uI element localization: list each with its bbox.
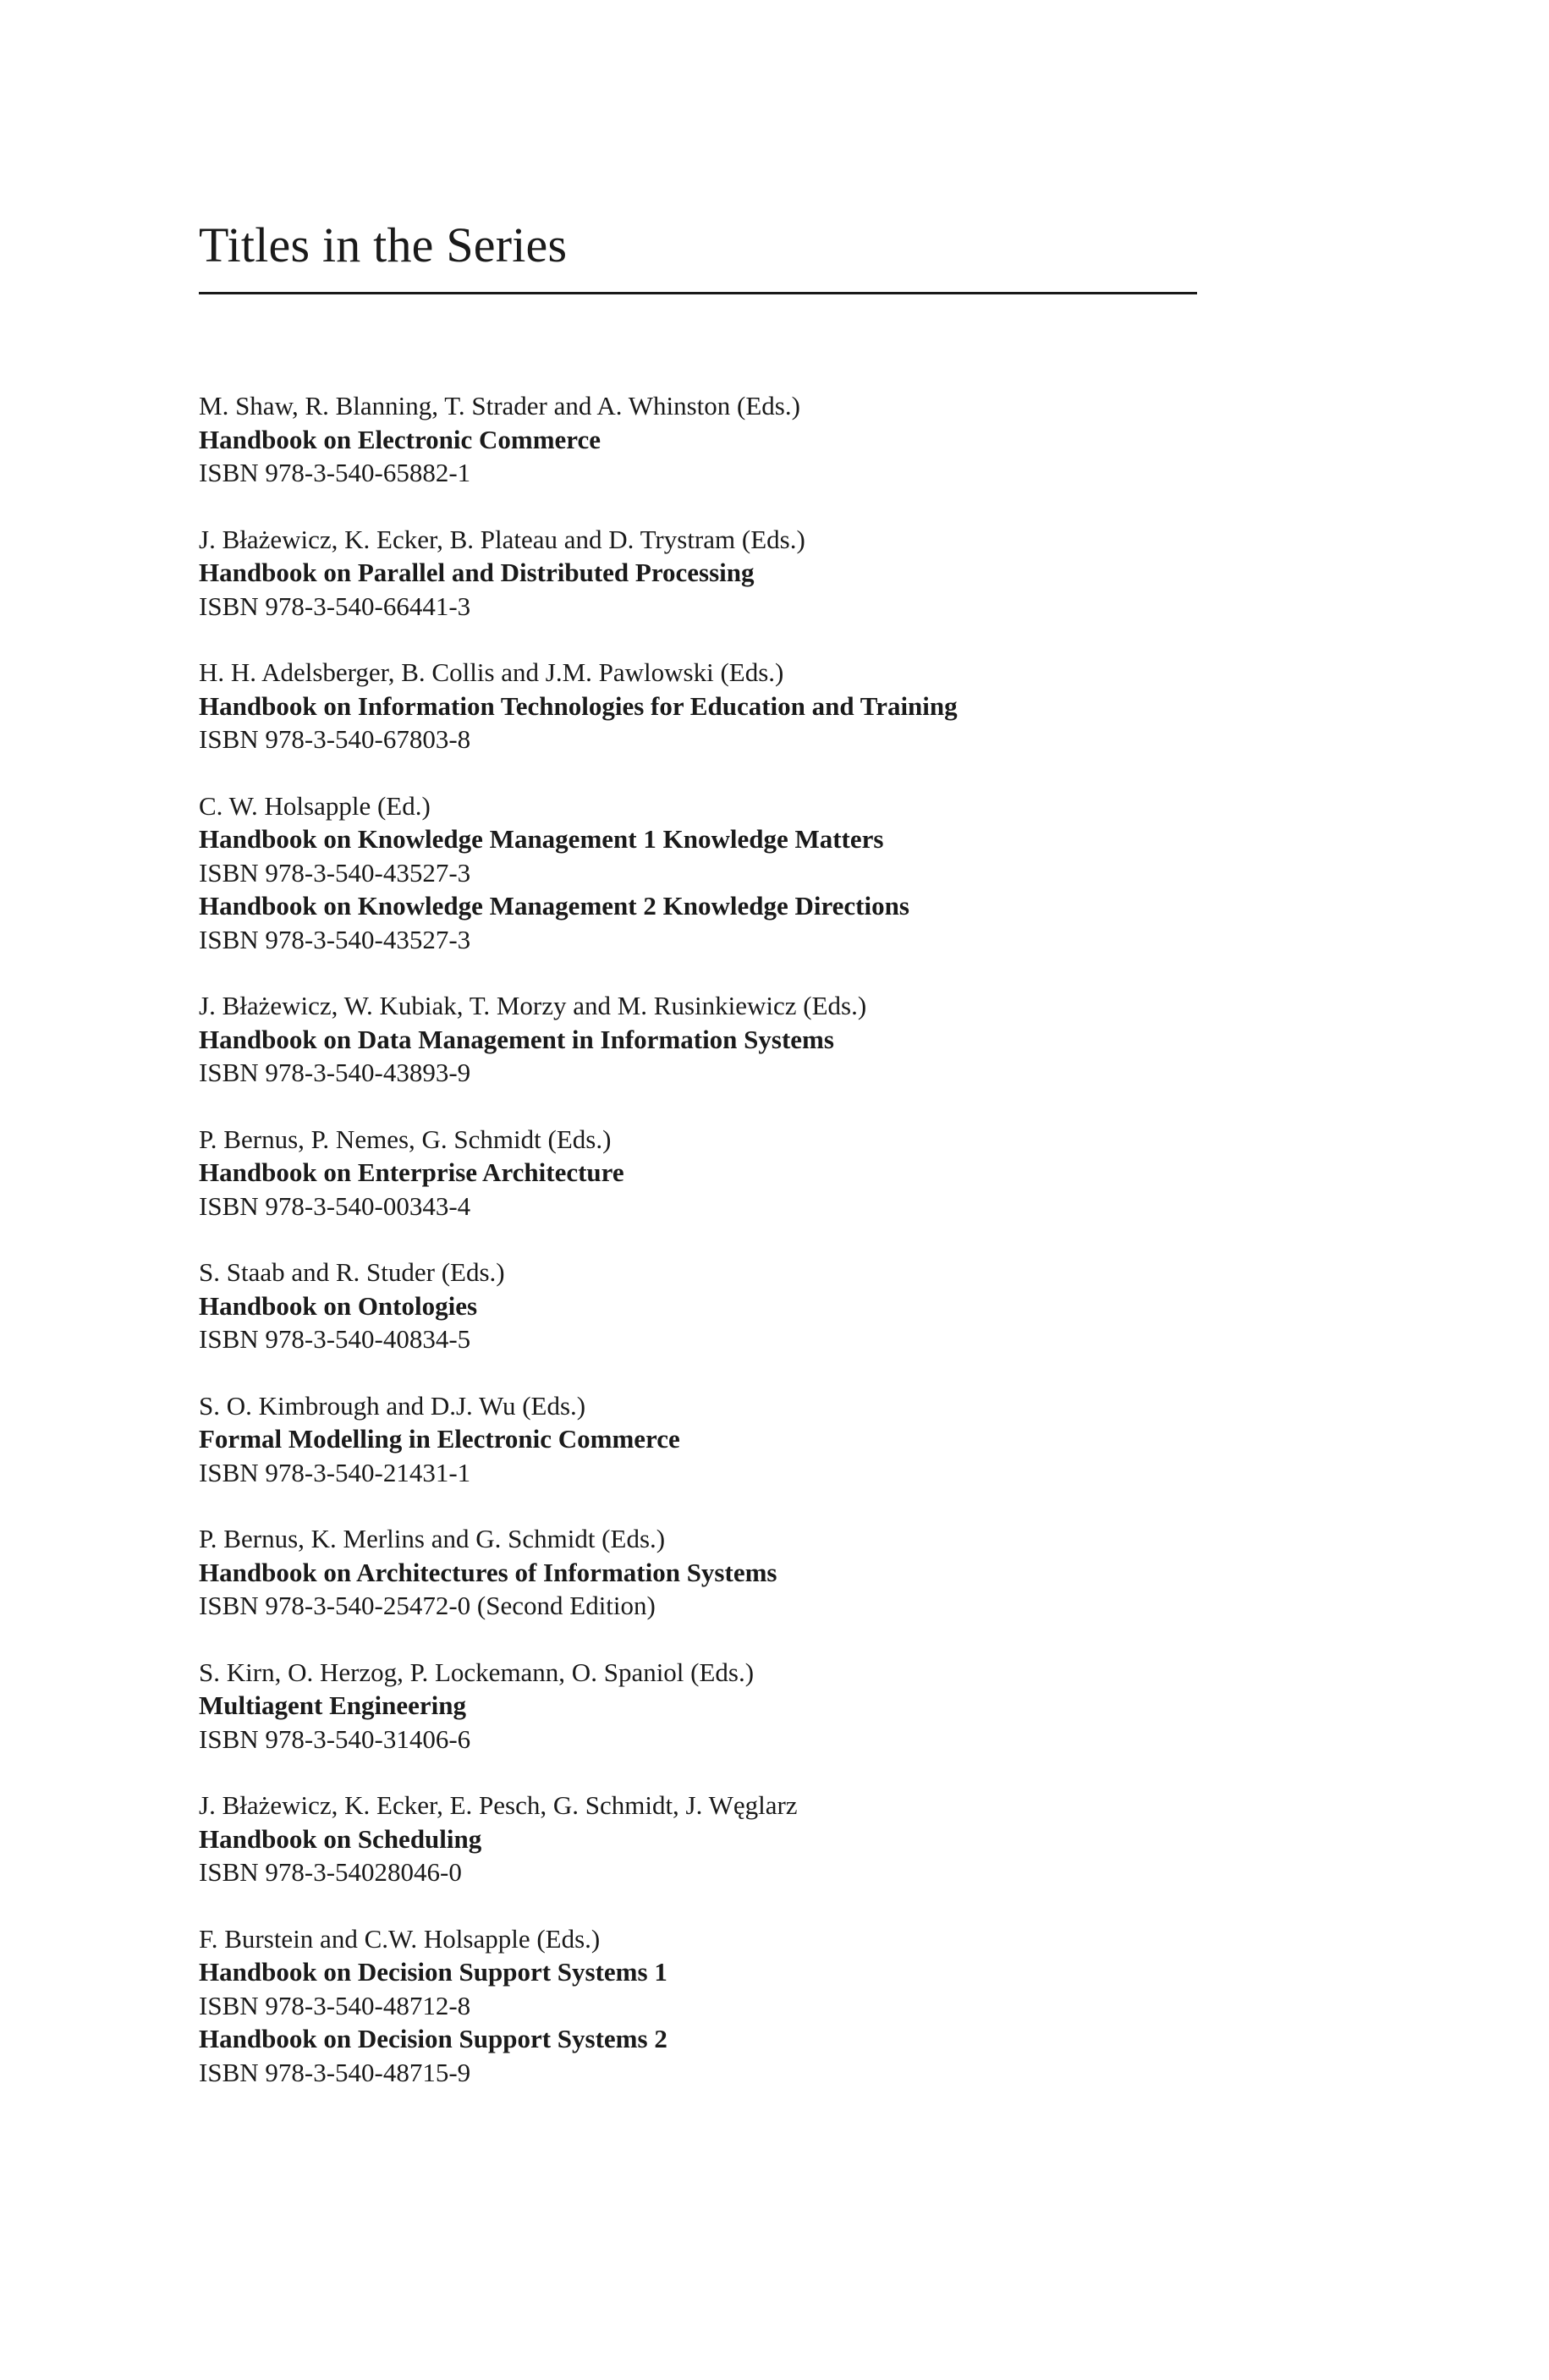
book-isbn: ISBN 978-3-540-48715-9 xyxy=(199,2057,471,2087)
series-entry xyxy=(199,1522,1197,1623)
entry-editors: P. Bernus, P. Nemes, G. Schmidt (Eds.) xyxy=(199,1124,612,1154)
book-title: Handbook on Scheduling xyxy=(199,1823,482,1854)
book-title: Handbook on Ontologies xyxy=(199,1290,478,1321)
series-entry xyxy=(199,1256,1197,1356)
entry-editors: F. Burstein and C.W. Holsapple (Eds.) xyxy=(199,1923,601,1954)
series-entry xyxy=(199,1789,1197,1889)
book-title: Handbook on Information Technologies for Education and Training xyxy=(199,690,958,721)
book-isbn: ISBN 978-3-540-00343-4 xyxy=(199,1190,471,1221)
series-entry xyxy=(199,389,1197,490)
book-isbn: ISBN 978-3-540-31406-6 xyxy=(199,1723,471,1754)
book-title: Handbook on Decision Support Systems 2 xyxy=(199,2024,667,2053)
entry-editors: S. Staab and R. Studer (Eds.) xyxy=(199,1257,505,1287)
title-rule xyxy=(199,292,1197,294)
book-isbn: ISBN 978-3-540-21431-1 xyxy=(199,1457,471,1487)
page-title: Titles in the Series xyxy=(199,217,568,272)
book-title: Formal Modelling in Electronic Commerce xyxy=(199,1424,680,1454)
series-entry xyxy=(199,656,1197,756)
book-isbn: ISBN 978-3-540-67803-8 xyxy=(199,724,471,754)
entry-editors: S. O. Kimbrough and D.J. Wu (Eds.) xyxy=(199,1390,586,1421)
book-title: Multiagent Engineering xyxy=(199,1690,467,1720)
book-isbn: ISBN 978-3-540-43527-3 xyxy=(199,857,471,888)
book-title: Handbook on Electronic Commerce xyxy=(199,424,601,454)
series-entry xyxy=(199,1656,1197,1756)
series-entry xyxy=(199,1922,1197,2090)
series-entry xyxy=(199,1389,1197,1490)
book-title: Handbook on Knowledge Management 1 Knowledge Matters xyxy=(199,824,884,854)
book-isbn: ISBN 978-3-540-43527-3 xyxy=(199,924,471,954)
book-isbn: ISBN 978-3-540-65882-1 xyxy=(199,458,471,487)
series-list xyxy=(199,389,1197,2089)
entry-editors: M. Shaw, R. Blanning, T. Strader and A. Whinston (Eds.) xyxy=(199,391,800,420)
book-isbn: ISBN 978-3-540-43893-9 xyxy=(199,1058,471,1087)
book-isbn: ISBN 978-3-54028046-0 xyxy=(199,1857,462,1887)
series-page xyxy=(199,216,1197,2122)
book-title: Handbook on Architectures of Information Systems xyxy=(199,1557,777,1587)
series-entry xyxy=(199,523,1197,624)
entry-editors: C. W. Holsapple (Ed.) xyxy=(199,790,431,821)
entry-editors: J. Błażewicz, K. Ecker, B. Plateau and D. Trystram (Eds.) xyxy=(199,524,805,554)
entry-editors: J. Błażewicz, W. Kubiak, T. Morzy and M. Rusinkiewicz (Eds.) xyxy=(199,991,867,1020)
book-title: Handbook on Data Management in Information Systems xyxy=(199,1024,834,1054)
entry-editors: S. Kirn, O. Herzog, P. Lockemann, O. Spaniol (Eds.) xyxy=(199,1657,755,1687)
book-isbn: ISBN 978-3-540-40834-5 xyxy=(199,1324,471,1354)
book-title: Handbook on Parallel and Distributed Processing xyxy=(199,558,755,587)
entry-editors: P. Bernus, K. Merlins and G. Schmidt (Eds.) xyxy=(199,1524,666,1553)
book-title: Handbook on Decision Support Systems 1 xyxy=(199,1957,667,1987)
series-entry xyxy=(199,989,1197,1090)
series-entry xyxy=(199,789,1197,957)
series-entry xyxy=(199,1123,1197,1223)
entry-editors: H. H. Adelsberger, B. Collis and J.M. Pawlowski (Eds.) xyxy=(199,657,784,687)
book-isbn: ISBN 978-3-540-66441-3 xyxy=(199,591,471,621)
entry-editors: J. Błażewicz, K. Ecker, E. Pesch, G. Schmidt, J. Węglarz xyxy=(199,1790,798,1820)
book-title: Handbook on Enterprise Architecture xyxy=(199,1157,624,1187)
book-title: Handbook on Knowledge Management 2 Knowledge Directions xyxy=(199,891,909,921)
book-isbn: ISBN 978-3-540-48712-8 xyxy=(199,1990,471,2020)
book-isbn: ISBN 978-3-540-25472-0 (Second Edition) xyxy=(199,1591,656,1620)
